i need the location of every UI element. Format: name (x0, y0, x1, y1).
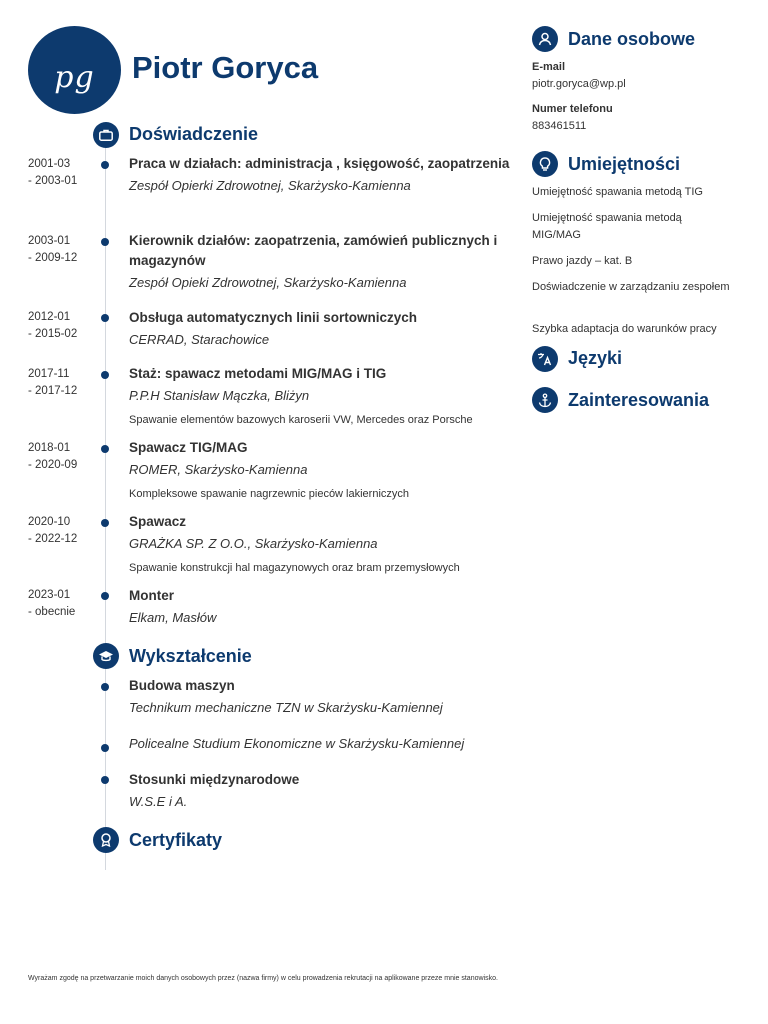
job-title: Obsługa automatycznych linii sortowniczych (129, 310, 418, 325)
timeline-dot (101, 519, 109, 527)
timeline-dot (101, 683, 109, 691)
education-school: Policealne Studium Ekonomiczne w Skarżysku-Kamiennej (129, 736, 465, 751)
skill-item: Prawo jazdy – kat. B (532, 255, 633, 267)
certificate-icon (93, 827, 119, 853)
person-icon (532, 26, 558, 52)
section-title-education: Wykształcenie (129, 646, 252, 666)
job-title: Praca w działach: administracja , księgowość, zaopatrzenia (129, 156, 510, 171)
section-title-experience: Doświadczenie (129, 124, 259, 144)
job-title: Kierownik działów: zaopatrzenia, zamówień publicznych i magazynów (129, 233, 498, 268)
phone-value: 883461511 (532, 120, 587, 132)
briefcase-icon (93, 122, 119, 148)
phone-label: Numer telefonu (532, 103, 613, 115)
section-title-certificates: Certyfikaty (129, 830, 223, 850)
job-organization: Elkam, Masłów (129, 610, 217, 625)
skill-item: Umiejętność spawania metodą TIG (532, 186, 703, 198)
education-title: Budowa maszyn (129, 678, 235, 693)
education-school: W.S.E i A. (129, 794, 188, 809)
section-title-skills: Umiejętności (568, 154, 681, 174)
monogram-avatar (28, 26, 121, 114)
job-title: Monter (129, 588, 174, 603)
job-description: Spawanie elementów bazowych karoserii VW, Mercedes oraz Porsche (129, 414, 473, 426)
timeline-dot (101, 161, 109, 169)
graduation-cap-icon (93, 643, 119, 669)
experience-entry (129, 231, 514, 291)
education-entry (129, 736, 514, 752)
job-description: Kompleksowe spawanie nagrzewnic pieców lakierniczych (129, 488, 410, 500)
experience-date: 2001-03 - 2003-01 (28, 158, 78, 187)
job-organization: ROMER, Skarżysko-Kamienna (129, 462, 308, 477)
experience-date: 2003-01 - 2009-12 (28, 235, 78, 264)
job-organization: GRAŻKA SP. Z O.O., Skarżysko-Kamienna (129, 536, 378, 551)
timeline-line (105, 148, 106, 870)
gdpr-consent-text: Wyrażam zgodę na przetwarzanie moich danych osobowych przez (nazwa firmy) w celu prowadzenia rekrutacji na aplikowane przeze mnie stanowisko. (28, 975, 498, 982)
job-organization: Zespół Opierki Zdrowotnej, Skarżysko-Kamienna (129, 178, 411, 193)
education-entry (129, 770, 514, 810)
job-organization: Zespół Opieki Zdrowotnej, Skarżysko-Kamienna (129, 275, 407, 290)
anchor-icon (532, 387, 558, 413)
translate-icon (532, 346, 558, 372)
experience-date: 2018-01 - 2020-09 (28, 442, 78, 471)
timeline-dot (101, 776, 109, 784)
lightbulb-icon (532, 151, 558, 177)
experience-date: 2012-01 - 2015-02 (28, 311, 78, 340)
timeline-dot (101, 314, 109, 322)
timeline-dot (101, 744, 109, 752)
education-title: Stosunki międzynarodowe (129, 772, 300, 787)
email-label: E-mail (532, 61, 566, 73)
job-title: Spawacz (129, 514, 187, 529)
experience-date: 2017-11 - 2017-12 (28, 368, 78, 397)
candidate-name: Piotr Goryca (132, 50, 319, 85)
job-organization: P.P.H Stanisław Mączka, Bliżyn (129, 388, 310, 403)
job-title: Staż: spawacz metodami MIG/MAG i TIG (129, 366, 387, 381)
monogram-text: pg (54, 59, 95, 95)
section-title-personal: Dane osobowe (568, 29, 696, 49)
timeline-dot (101, 371, 109, 379)
job-title: Spawacz TIG/MAG (129, 440, 248, 455)
timeline-dot (101, 238, 109, 246)
timeline-dot (101, 592, 109, 600)
experience-entry (129, 364, 514, 427)
experience-entry (129, 586, 514, 626)
job-description: Spawanie konstrukcji hal magazynowych oraz bram przemysłowych (129, 562, 460, 574)
timeline-dot (101, 445, 109, 453)
email-value: piotr.goryca@wp.pl (532, 78, 626, 90)
experience-entry (129, 154, 514, 194)
section-title-languages: Języki (568, 348, 623, 368)
job-organization: CERRAD, Starachowice (129, 332, 270, 347)
experience-entry (129, 308, 514, 348)
experience-entry (129, 438, 514, 501)
education-entry (129, 676, 514, 716)
experience-date: 2023-01 - obecnie (28, 589, 76, 618)
experience-date: 2020-10 - 2022-12 (28, 516, 78, 545)
section-title-interests: Zainteresowania (568, 390, 710, 410)
skill-item: Szybka adaptacja do warunków pracy (532, 323, 717, 335)
skill-item: Doświadczenie w zarządzaniu zespołem (532, 281, 730, 293)
skill-item: Umiejętność spawania metodą MIG/MAG (532, 212, 682, 241)
education-school: Technikum mechaniczne TZN w Skarżysku-Kamiennej (129, 700, 443, 715)
experience-entry (129, 512, 514, 575)
